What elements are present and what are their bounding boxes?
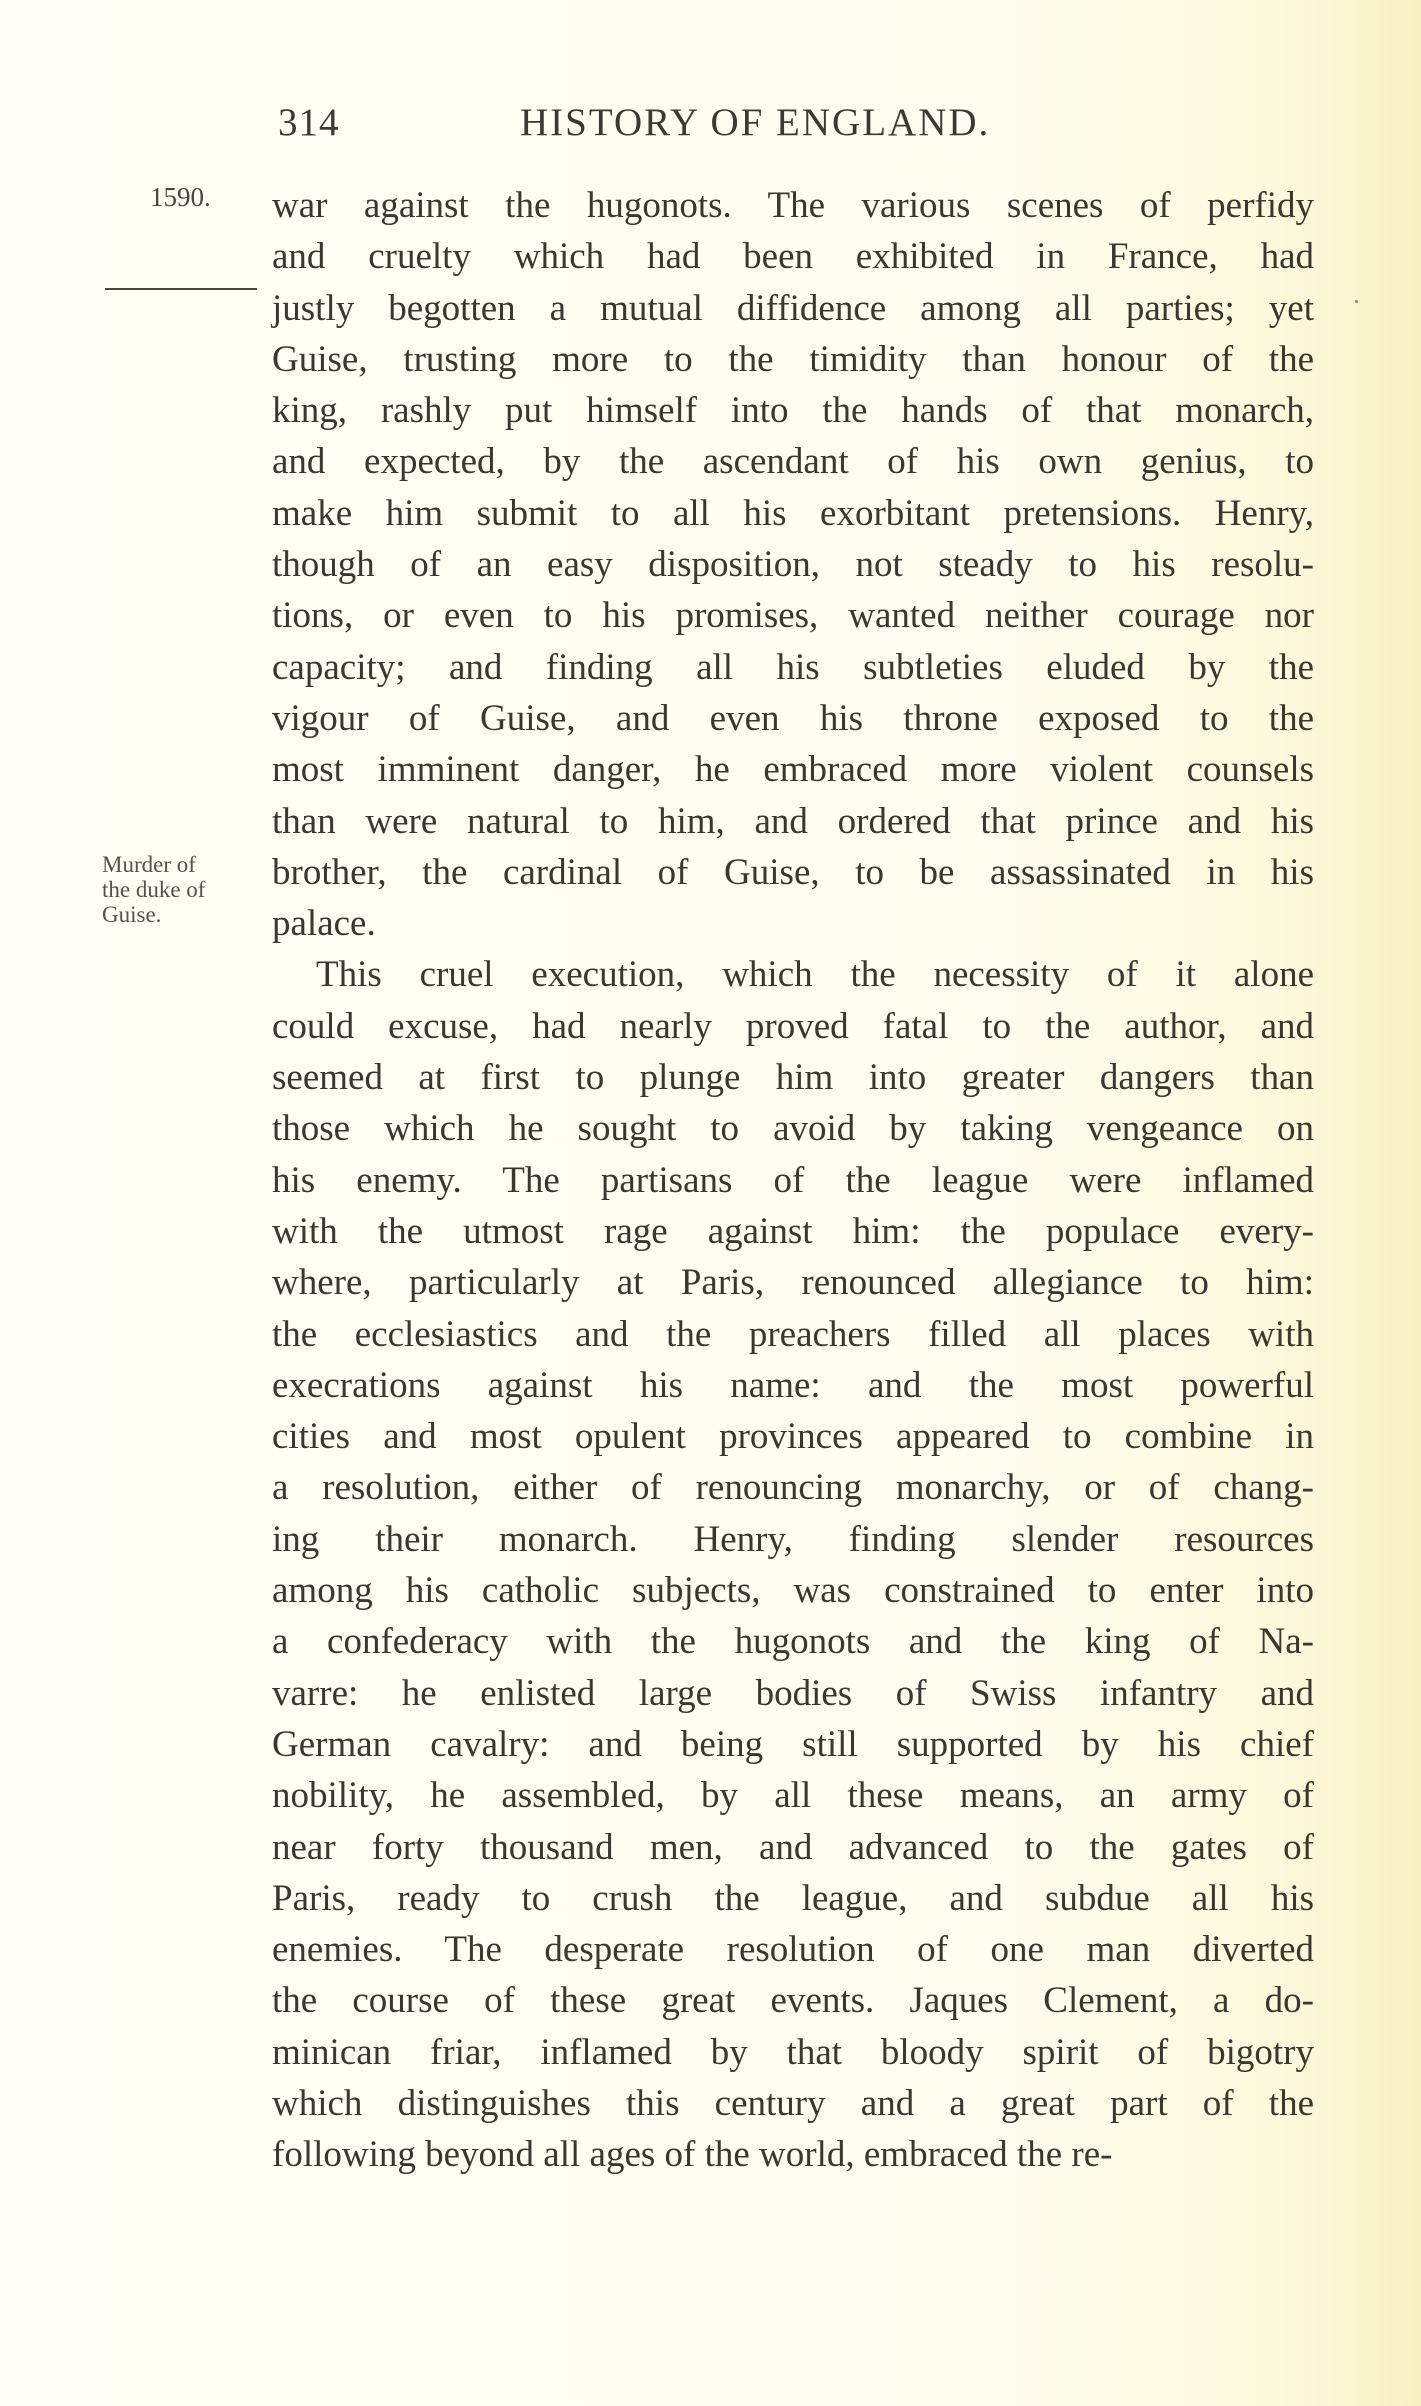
text-line: king, rashly put himself into the hands of that monarch, [272, 390, 1314, 432]
text-line: execrations against his name: and the most powerful [272, 1364, 1314, 1406]
text-line: war against the hugonots. The various scenes of perfidy [272, 185, 1314, 226]
text-line: seemed at first to plunge him into greater dangers than [272, 1057, 1314, 1099]
text-line: though of an easy disposition, not steady to his resolu- [272, 544, 1314, 586]
running-title: HISTORY OF ENGLAND. [520, 101, 991, 144]
body-text [272, 180, 1314, 2181]
text-line: brother, the cardinal of Guise, to be assassinated in his [272, 851, 1314, 893]
text-line: tions, or even to his promises, wanted neither courage nor [272, 595, 1314, 637]
text-line: a confederacy with the hugonots and the king of Na- [272, 1621, 1314, 1663]
margin-note-line: Murder of [102, 852, 196, 877]
text-line: with the utmost rage against him: the populace every- [272, 1210, 1314, 1252]
text-line: most imminent danger, he embraced more violent counsels [272, 749, 1314, 791]
running-head [270, 100, 1315, 150]
text-line: a resolution, either of renouncing monarchy, or of chang- [272, 1467, 1314, 1509]
margin-note [102, 852, 272, 927]
text-line: among his catholic subjects, was constrained to enter into [272, 1570, 1314, 1612]
margin-rule-divider [105, 288, 257, 290]
text-line: those which he sought to avoid by taking vengeance on [272, 1108, 1314, 1150]
text-line: ing their monarch. Henry, finding slender resources [272, 1518, 1314, 1560]
text-line: Guise, trusting more to the timidity than honour of the [272, 338, 1314, 380]
page-number: 314 [278, 101, 340, 144]
text-line: and expected, by the ascendant of his own genius, to [272, 441, 1314, 483]
text-line: capacity; and finding all his subtleties eluded by the [272, 646, 1314, 688]
text-line: This cruel execution, which the necessity of it alone [316, 954, 1314, 996]
margin-note-line: the duke of [102, 877, 206, 902]
text-line: near forty thousand men, and advanced to the gates of [272, 1826, 1314, 1868]
text-line: than were natural to him, and ordered that prince and his [272, 800, 1314, 842]
text-line: where, particularly at Paris, renounced allegiance to him: [272, 1262, 1314, 1304]
text-line: following beyond all ages of the world, embraced the re- [272, 2134, 1113, 2176]
text-line: which distinguishes this century and a great part of the [272, 2082, 1314, 2124]
text-line: enemies. The desperate resolution of one man diverted [272, 1929, 1314, 1971]
text-line: German cavalry: and being still supported by his chief [272, 1723, 1314, 1765]
text-line: varre: he enlisted large bodies of Swiss infantry and [272, 1672, 1314, 1714]
text-line: Paris, ready to crush the league, and subdue all his [272, 1877, 1314, 1919]
print-speck [1355, 300, 1358, 303]
margin-date: 1590. [150, 182, 211, 212]
text-line: palace. [272, 903, 376, 945]
text-line: could excuse, had nearly proved fatal to the author, and [272, 1005, 1314, 1047]
text-line: the course of these great events. Jaques Clement, a do- [272, 1980, 1314, 2022]
text-line: the ecclesiastics and the preachers filled all places with [272, 1313, 1314, 1355]
text-line: justly begotten a mutual diffidence among all parties; yet [272, 287, 1314, 329]
text-line: his enemy. The partisans of the league were inflamed [272, 1159, 1314, 1201]
margin-note-line: Guise. [102, 902, 162, 927]
text-line: make him submit to all his exorbitant pretensions. Henry, [272, 492, 1314, 534]
text-line: minican friar, inflamed by that bloody spirit of bigotry [272, 2031, 1314, 2073]
text-line: cities and most opulent provinces appeared to combine in [272, 1416, 1314, 1458]
text-line: vigour of Guise, and even his throne exposed to the [272, 697, 1314, 739]
text-line: nobility, he assembled, by all these means, an army of [272, 1775, 1314, 1817]
text-line: and cruelty which had been exhibited in France, had [272, 236, 1314, 278]
